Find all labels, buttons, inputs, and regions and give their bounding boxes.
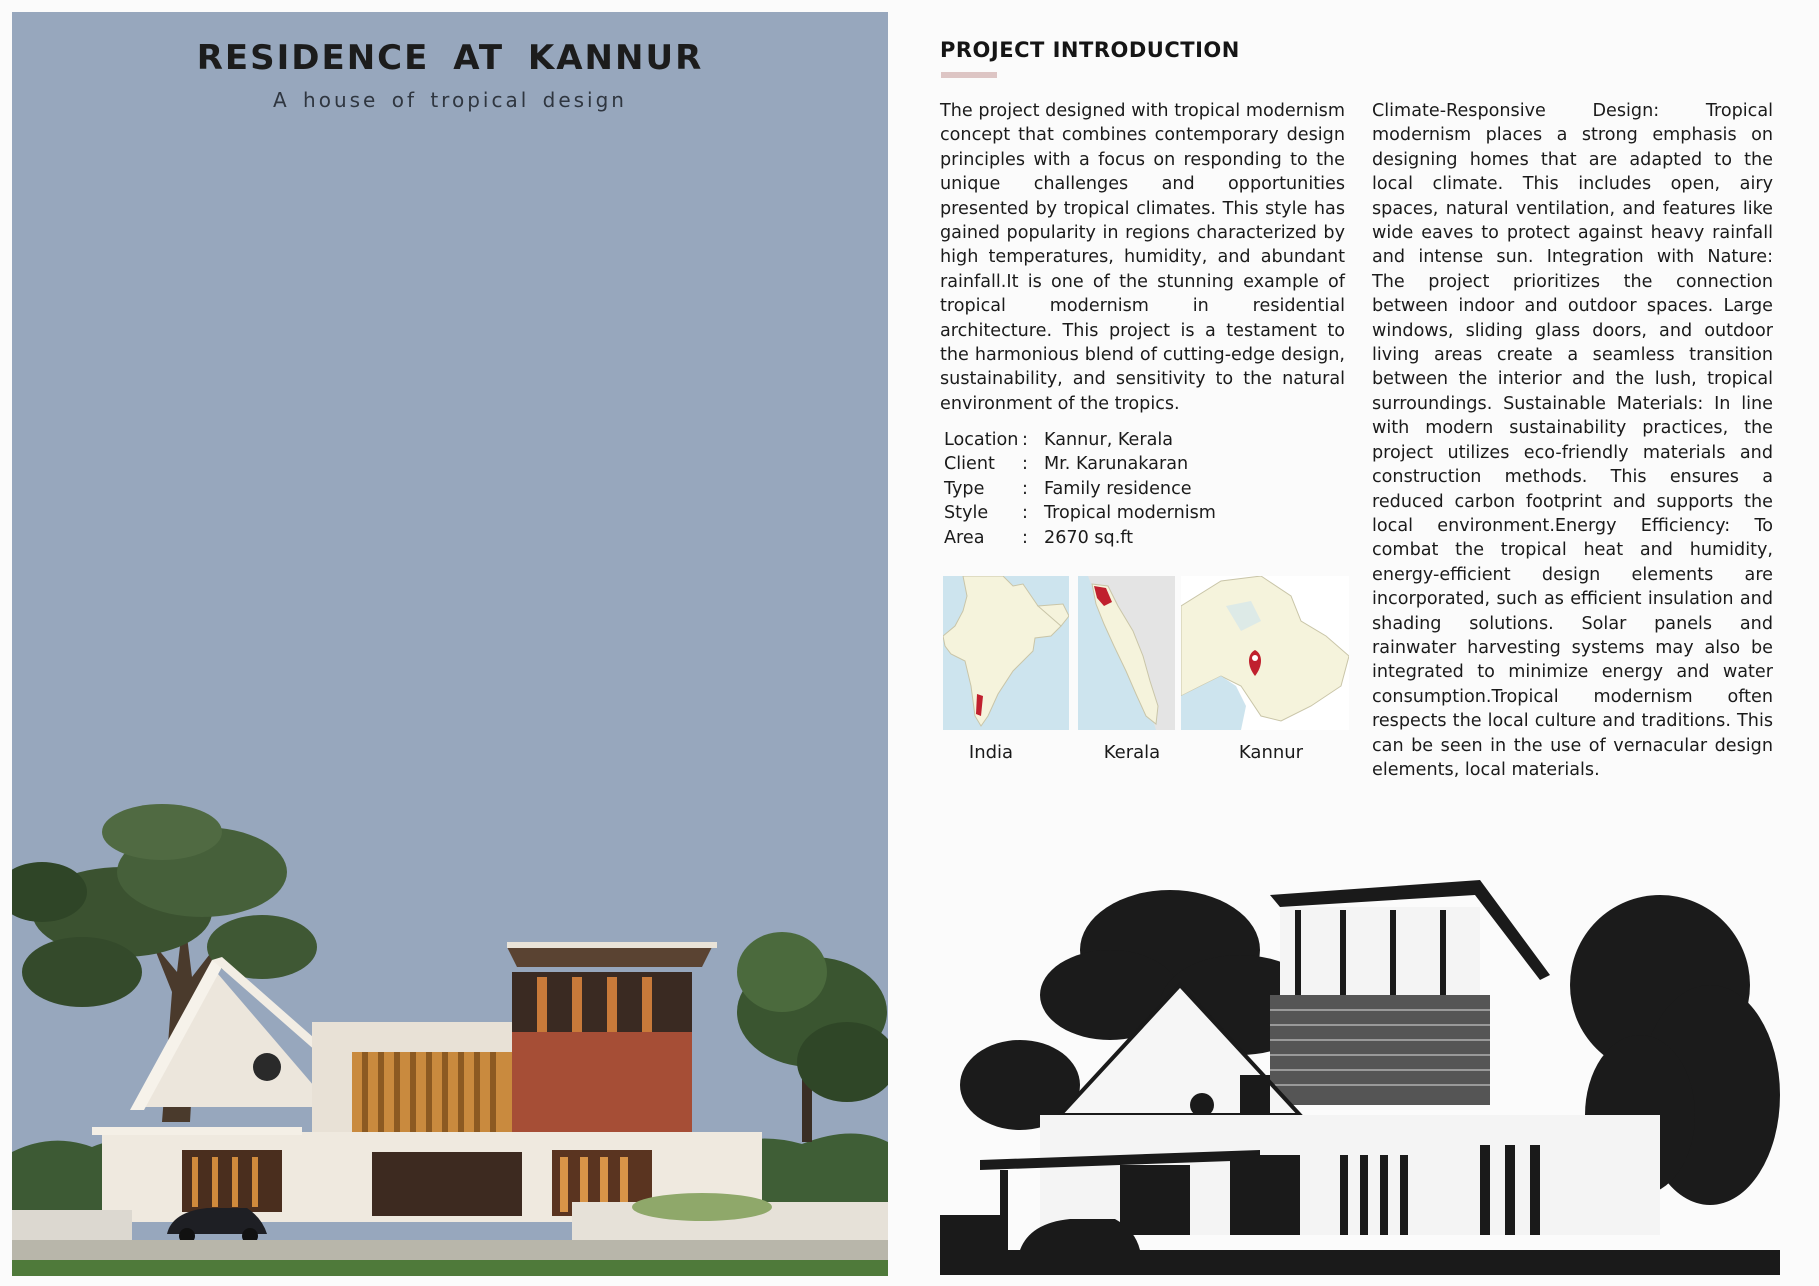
cover-subtitle: A house of tropical design <box>273 88 627 112</box>
fact-separator: : <box>1022 527 1028 548</box>
fact-row-style <box>944 501 1216 525</box>
intro-paragraph-1: The project designed with tropical modernism concept that combines contemporary design principles with a focus on responding to the unique challenges and opportunities presented by tropical climates. This style has gained popularity in regions characterized by high temperatures, humidity, and abundant rainfall.It is one of the stunning example of tropical modernism in residential architecture. This project is a testament to the harmonious blend of cutting-edge design, sustainability, and sensitivity to the natural environment of the tropics. <box>940 101 1345 414</box>
fact-value: Family residence <box>1044 478 1192 499</box>
fact-separator: : <box>1022 503 1028 524</box>
fact-label: Type <box>944 478 985 499</box>
map-label-kerala: Kerala <box>1103 742 1161 763</box>
heading-underline <box>941 72 997 78</box>
fact-row-type <box>944 477 1216 501</box>
india-map <box>943 576 1069 730</box>
fact-value: Mr. Karunakaran <box>1044 454 1189 475</box>
map-label-kannur: Kannur <box>1238 742 1304 763</box>
project-facts <box>944 428 1216 550</box>
kerala-map <box>1078 576 1175 730</box>
fact-value: Tropical modernism <box>1044 503 1216 524</box>
intro-paragraph-2: Climate-Responsive Design: Tropical modernism places a strong emphasis on designing homes that are adapted to the local climate. This includes open, airy spaces, natural ventilation, and features like wide eaves to protect against heavy rainfall and intense sun. Integration with Nature: The project prioritizes the connection between indoor and outdoor spaces. Large windows, sliding glass doors, and outdoor living areas create a seamless transition between the interior and the lush, tropical surroundings. Sustainable Materials: In line with modern sustainability practices, the project utilizes eco-friendly materials and construction methods. This ensures a reduced carbon footprint and supports the local environment.Energy Efficiency: To combat the tropical heat and humidity, energy-efficient design elements are incorporated, such as efficient insulation and shading solutions. Solar panels and rainwater harvesting systems may also be integrated to minimize energy and water consumption.Tropical modernism often respects the local culture and traditions. This can be seen in the use of vernacular design elements, local materials. <box>1372 101 1773 780</box>
fact-value: Kannur, Kerala <box>1044 430 1174 450</box>
fact-value: 2670 sq.ft <box>1044 527 1134 548</box>
fact-separator: : <box>1022 478 1028 499</box>
fact-label: Client <box>944 454 995 475</box>
fact-row-area <box>944 526 1216 550</box>
fact-label: Area <box>944 527 985 548</box>
cover-panel <box>12 12 888 1276</box>
fact-row-client <box>944 452 1216 476</box>
map-label-india: India <box>968 742 1014 763</box>
cover-title: RESIDENCE AT KANNUR <box>196 38 704 78</box>
house-sketch <box>940 855 1780 1275</box>
fact-label: Location <box>944 430 1019 450</box>
fact-row-location <box>944 428 1216 452</box>
fact-separator: : <box>1022 454 1028 475</box>
section-heading: PROJECT INTRODUCTION <box>940 38 1240 62</box>
kannur-map <box>1181 576 1349 730</box>
right-tree <box>737 932 888 1142</box>
fact-separator: : <box>1022 430 1028 450</box>
house-rendering <box>12 12 888 1276</box>
fact-label: Style <box>944 503 989 524</box>
